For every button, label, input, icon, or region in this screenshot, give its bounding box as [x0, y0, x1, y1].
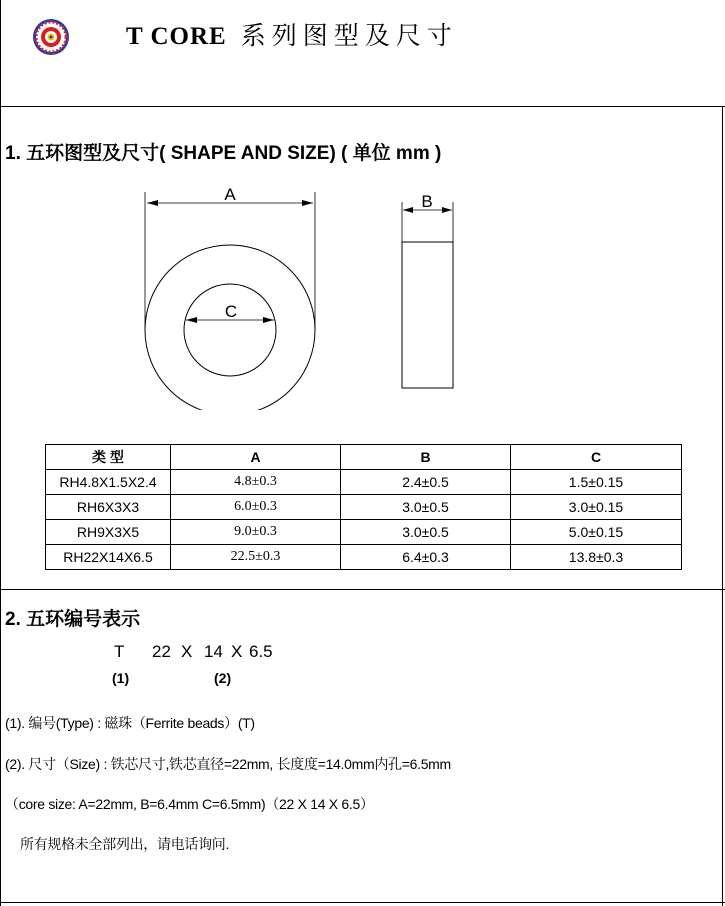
divider-top	[0, 106, 725, 107]
label-b: B	[421, 192, 433, 211]
code-label-1: (1)	[112, 670, 130, 686]
note-core-size: （core size: A=22mm, B=6.4mm C=6.5mm)（22 X 14 X 6.5）	[5, 796, 374, 812]
cell-b: 3.0±0.5	[341, 520, 511, 545]
code-part-type: T	[114, 642, 125, 661]
cell-c: 5.0±0.15	[511, 520, 682, 545]
cell-a: 9.0±0.3	[171, 520, 341, 545]
cell-type: RH9X3X5	[46, 520, 171, 545]
cell-type: RH22X14X6.5	[46, 545, 171, 570]
table-row	[46, 470, 682, 495]
side-view-body	[402, 242, 453, 388]
table-row	[46, 520, 682, 545]
section2-heading: 2. 五环编号表示	[5, 609, 141, 630]
inner-ring	[184, 284, 276, 376]
code-part-hole: 6.5	[249, 642, 273, 661]
section1-heading: 1. 五环图型及尺寸( SHAPE AND SIZE) ( 单位 mm )	[5, 143, 442, 164]
cell-b: 3.0±0.5	[341, 495, 511, 520]
cell-c: 3.0±0.15	[511, 495, 682, 520]
spec-table	[45, 444, 682, 570]
cell-b: 2.4±0.5	[341, 470, 511, 495]
title-cjk: 系列图型及尺寸	[240, 21, 458, 50]
table-row	[46, 545, 682, 570]
code-sep: X	[181, 642, 193, 661]
header-c: C	[511, 445, 682, 470]
note-footer: 所有规格未全部列出，请电话询问.	[20, 836, 230, 852]
label-a: A	[224, 185, 236, 204]
cell-b: 6.4±0.3	[341, 545, 511, 570]
label-c: C	[224, 302, 238, 321]
code-label-2: (2)	[214, 670, 232, 686]
divider-bottom	[0, 902, 725, 903]
cell-type: RH6X3X3	[46, 495, 171, 520]
cell-a: 6.0±0.3	[171, 495, 341, 520]
code-part-len: 14	[204, 642, 223, 661]
table-row	[46, 495, 682, 520]
shape-diagram	[130, 180, 470, 410]
cell-c: 13.8±0.3	[511, 545, 682, 570]
code-sep: X	[231, 642, 243, 661]
table-header-row	[46, 445, 682, 470]
header-a: A	[171, 445, 341, 470]
code-part-dia: 22	[152, 642, 171, 661]
target-logo-icon	[31, 17, 71, 57]
cell-c: 1.5±0.15	[511, 470, 682, 495]
page-title	[126, 16, 458, 52]
title-latin: T CORE	[126, 23, 227, 50]
note-size: (2). 尺寸（Size) : 铁芯尺寸,铁芯直径=22mm, 长度度=14.0mm内孔=6.5mm	[5, 756, 451, 772]
left-border	[0, 0, 1, 906]
header-type: 类 型	[46, 445, 171, 470]
outer-ring	[145, 245, 315, 410]
cell-a: 22.5±0.3	[171, 545, 341, 570]
divider-middle	[0, 589, 725, 590]
cell-a: 4.8±0.3	[171, 470, 341, 495]
header-b: B	[341, 445, 511, 470]
code-example	[114, 642, 273, 662]
note-type: (1). 编号(Type) : 磁珠（Ferrite beads）(T)	[5, 715, 255, 731]
right-border	[722, 106, 723, 906]
cell-type: RH4.8X1.5X2.4	[46, 470, 171, 495]
